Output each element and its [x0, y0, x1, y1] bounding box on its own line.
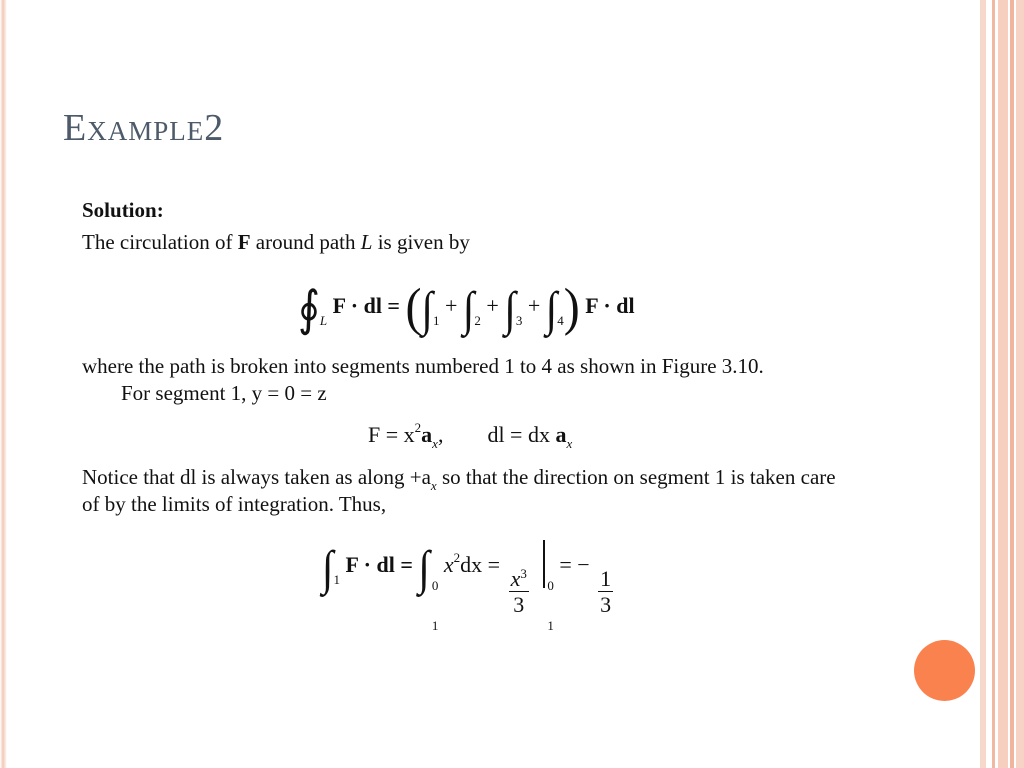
slide-title: Example2: [63, 107, 225, 149]
notice-line-1: Notice that dl is always taken as along $+a_x$ so that the direction on segment 1 is taken care: [82, 465, 836, 493]
notice-line-2: of by the limits of integration. Thus,: [82, 492, 387, 516]
circulation-equation: $∮_L$ F · dl = $(\int_1 + \int_2 + \int_3 + \int_4) F$ · dl: [298, 278, 635, 337]
intro-line: The circulation of F around path L is given by: [82, 230, 470, 254]
decorative-orange-dot: [914, 640, 975, 701]
segment1-integral-equation: $\int_1$ F · dl = ∫ 0 1 $x^2dx$ = $\frac{x^3}{3}$ 0 1 = − $\frac{1}{3}$: [322, 540, 616, 634]
field-equation: $F = x^2a_x$, dl = dx $a_x$: [368, 420, 573, 451]
solution-label: Solution:: [82, 198, 164, 222]
right-decorative-stripes: [980, 0, 1024, 768]
where-line: where the path is broken into segments numbered 1 to 4 as shown in Figure 3.10.: [82, 354, 764, 378]
left-border: [0, 0, 10, 768]
segment-line: For segment 1, y = 0 = z: [121, 381, 327, 405]
